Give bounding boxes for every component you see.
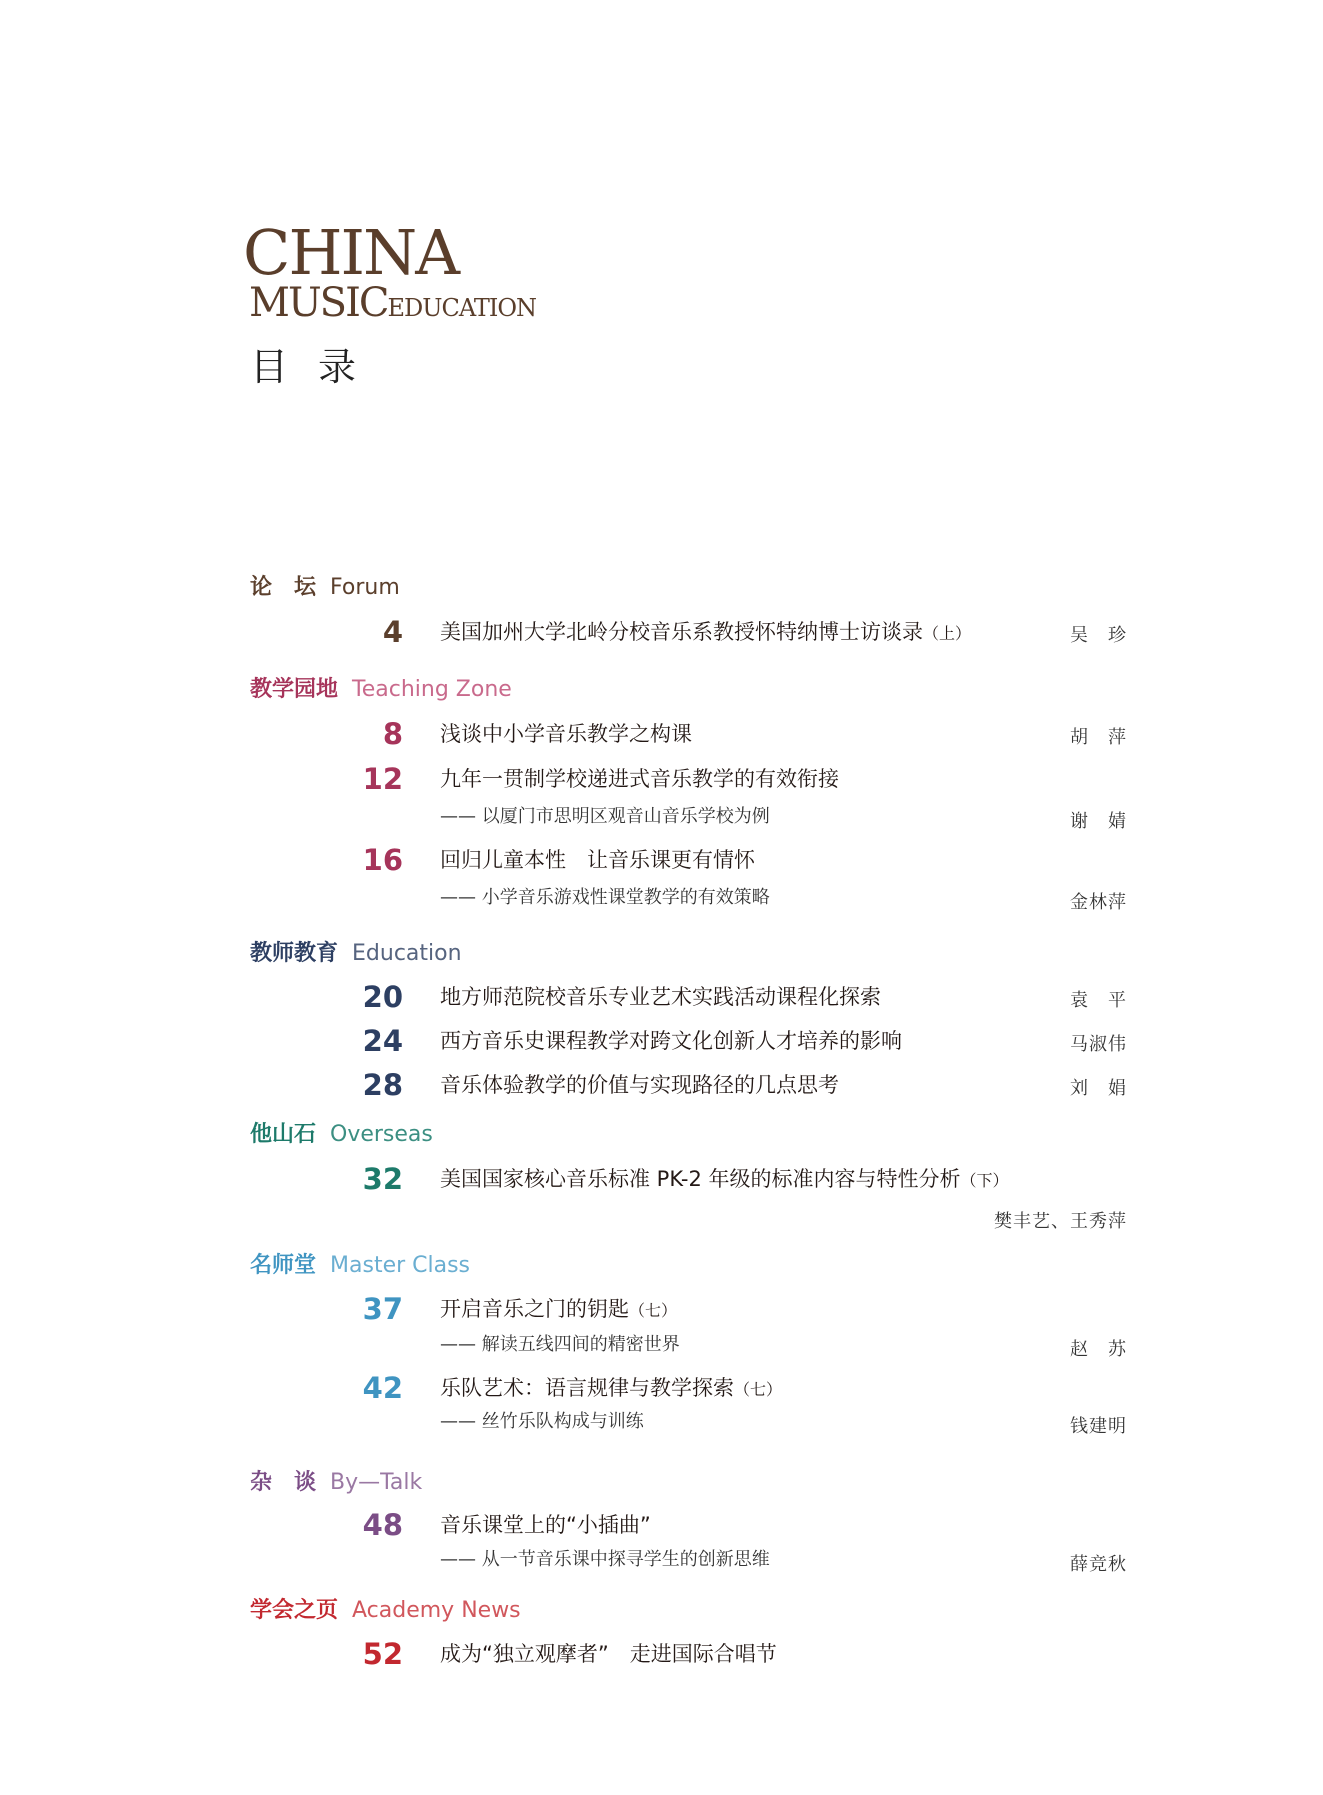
section-teaching-zone xyxy=(250,672,512,703)
entry-author: 马淑伟 xyxy=(1070,1034,1127,1055)
entry-author: 薛竞秋 xyxy=(1070,1554,1127,1575)
section-master-zh: 名师堂 xyxy=(250,1253,317,1278)
entry-title: 西方音乐史课程教学对跨文化创新人才培养的影响 xyxy=(440,1029,902,1053)
entry-author: 胡 萍 xyxy=(1070,727,1127,748)
entry-title: 地方师范院校音乐专业艺术实践活动课程化探索 xyxy=(440,985,881,1009)
entry-subtitle: —— 小学音乐游戏性课堂教学的有效策略 xyxy=(440,887,770,908)
page-number: 20 xyxy=(362,980,403,1014)
entry-author: 谢 婧 xyxy=(1070,811,1127,832)
page-number: 16 xyxy=(362,843,403,877)
page-number: 42 xyxy=(362,1371,403,1405)
entry-author: 金林萍 xyxy=(1070,892,1127,913)
entry-title: 音乐体验教学的价值与实现路径的几点思考 xyxy=(440,1073,839,1097)
section-forum xyxy=(250,570,400,601)
page-number: 37 xyxy=(362,1292,403,1326)
entry-author: 刘 娟 xyxy=(1070,1078,1127,1099)
masthead-education: EDUCATION xyxy=(387,294,537,322)
page-number: 52 xyxy=(362,1637,403,1671)
section-master-en: Master Class xyxy=(330,1253,471,1278)
entry-title: 开启音乐之门的钥匙（七） xyxy=(440,1297,678,1321)
entry-subtitle: —— 丝竹乐队构成与训练 xyxy=(440,1411,644,1432)
masthead-china: CHINA xyxy=(243,216,459,289)
section-education-en: Education xyxy=(352,941,462,966)
section-academy-en: Academy News xyxy=(352,1598,521,1623)
entry-author: 钱建明 xyxy=(1070,1416,1127,1437)
section-education xyxy=(250,936,462,967)
section-teaching-zh: 教学园地 xyxy=(250,677,339,702)
entry-title: 美国加州大学北岭分校音乐系教授怀特纳博士访谈录（上） xyxy=(440,620,972,644)
section-overseas xyxy=(250,1117,433,1148)
page-number: 4 xyxy=(382,615,403,649)
section-teaching-en: Teaching Zone xyxy=(352,677,512,702)
entry-author: 樊丰艺、王秀萍 xyxy=(994,1211,1127,1232)
page-number: 12 xyxy=(362,762,403,796)
page-number: 8 xyxy=(382,717,403,751)
entry-title: 美国国家核心音乐标准 PK-2 年级的标准内容与特性分析（下） xyxy=(440,1167,1009,1191)
page-number: 28 xyxy=(362,1068,403,1102)
entry-title: 音乐课堂上的“小插曲” xyxy=(440,1513,651,1537)
entry-title: 乐队艺术：语言规律与教学探索（七） xyxy=(440,1376,783,1400)
masthead-logo xyxy=(243,216,537,326)
masthead-music: MUSIC xyxy=(249,280,388,326)
section-talk-en: By—Talk xyxy=(330,1470,423,1495)
page-number: 32 xyxy=(362,1162,403,1196)
entry-title: 浅谈中小学音乐教学之构课 xyxy=(440,722,692,746)
entry-title: 成为“独立观摩者” 走进国际合唱节 xyxy=(440,1642,777,1666)
section-education-zh: 教师教育 xyxy=(250,941,339,966)
section-by-talk xyxy=(250,1465,422,1496)
entry-title: 九年一贯制学校递进式音乐教学的有效衔接 xyxy=(440,767,839,791)
masthead-line2 xyxy=(249,280,536,326)
page-number: 24 xyxy=(362,1024,403,1058)
entry-title: 回归儿童本性 让音乐课更有情怀 xyxy=(440,848,755,872)
section-forum-zh: 论 坛 xyxy=(250,575,317,600)
page-number: 48 xyxy=(362,1508,403,1542)
entry-author: 袁 平 xyxy=(1070,990,1127,1011)
entry-subtitle: —— 从一节音乐课中探寻学生的创新思维 xyxy=(440,1549,770,1570)
section-academy-news xyxy=(250,1593,521,1624)
section-forum-en: Forum xyxy=(330,575,400,600)
entry-subtitle: —— 以厦门市思明区观音山音乐学校为例 xyxy=(440,806,770,827)
entry-author: 吴 珍 xyxy=(1070,625,1127,646)
toc-title: 目录 xyxy=(250,345,387,389)
entry-author: 赵 苏 xyxy=(1070,1339,1127,1360)
section-master-class xyxy=(250,1248,470,1279)
section-academy-zh: 学会之页 xyxy=(250,1598,339,1623)
entry-subtitle: —— 解读五线四间的精密世界 xyxy=(440,1334,680,1355)
section-talk-zh: 杂 谈 xyxy=(250,1470,317,1495)
section-overseas-en: Overseas xyxy=(330,1122,433,1147)
section-overseas-zh: 他山石 xyxy=(250,1122,317,1147)
